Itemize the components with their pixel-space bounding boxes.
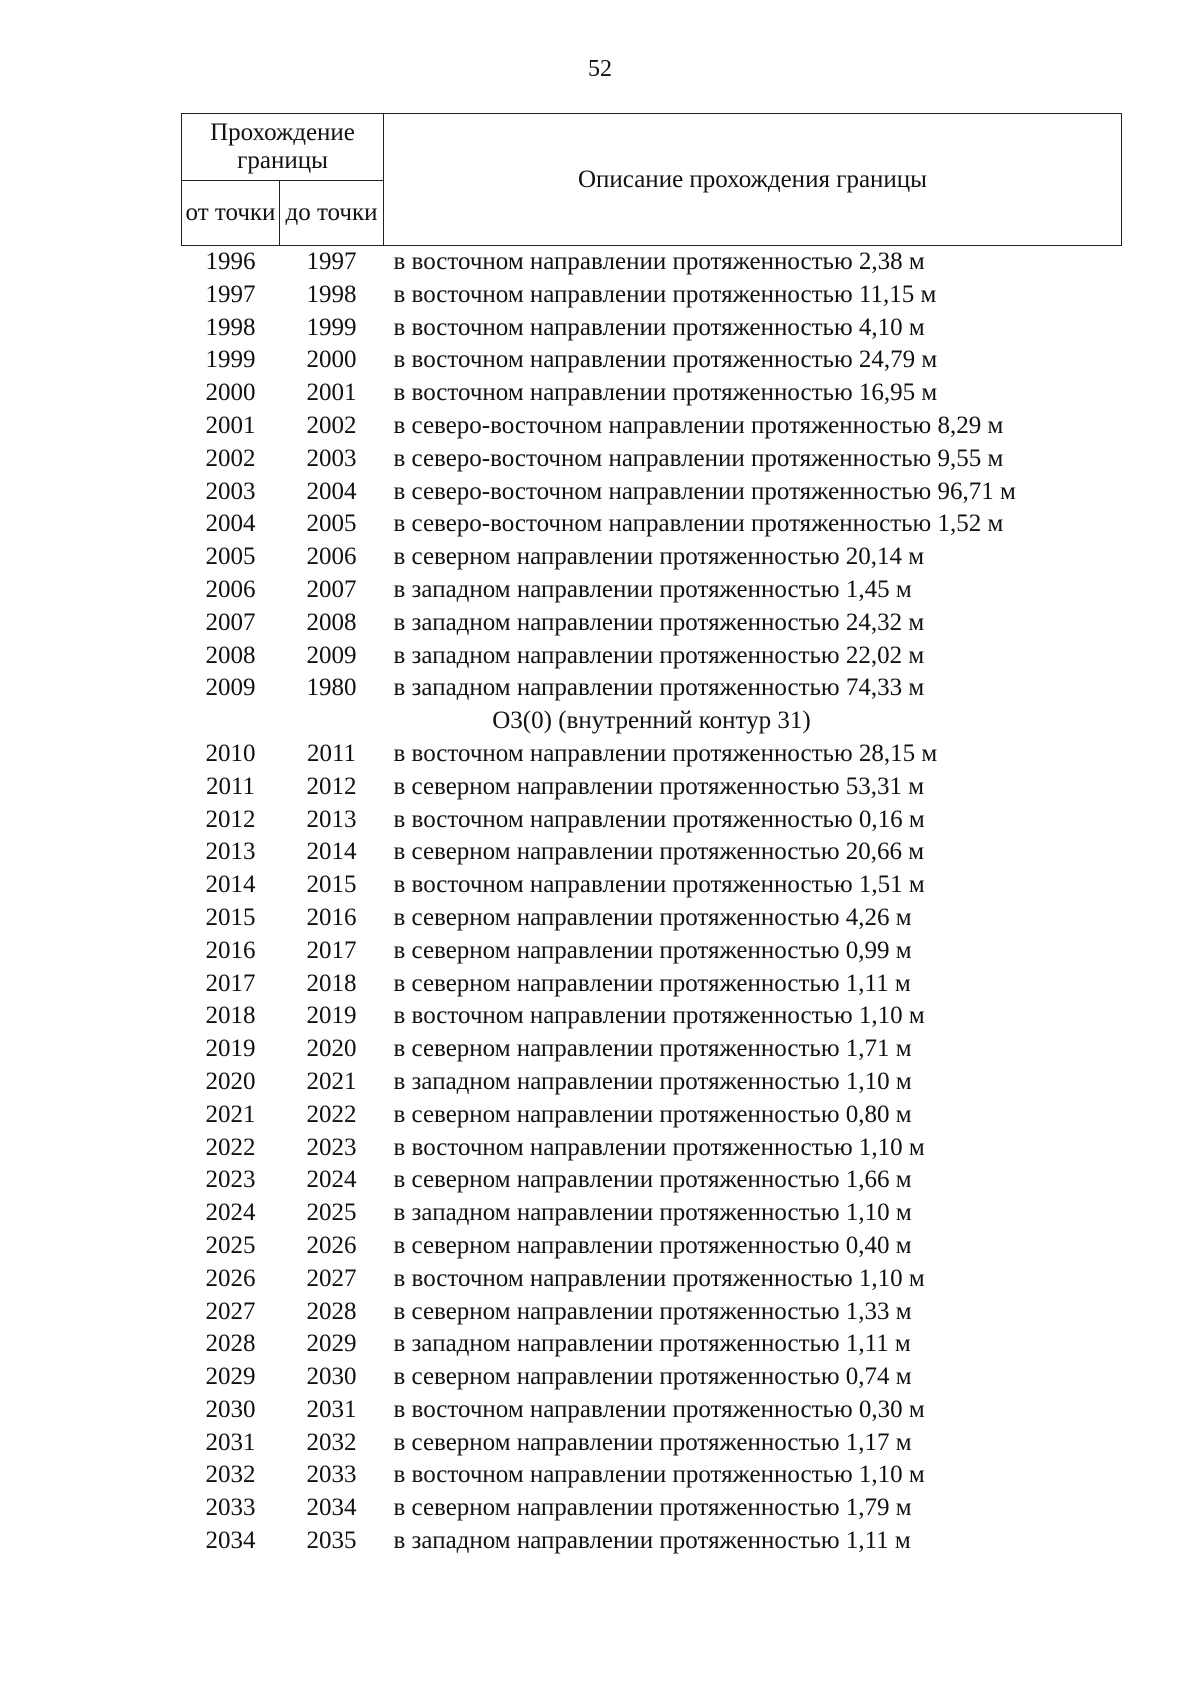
from-point-cell: 2008 bbox=[205, 641, 256, 669]
from-point-cell: 2013 bbox=[205, 838, 256, 866]
to-point-cell: 2023 bbox=[306, 1133, 357, 1161]
table-row bbox=[182, 869, 1122, 902]
table-row bbox=[182, 1459, 1122, 1492]
to-point-cell: 2011 bbox=[306, 739, 357, 767]
to-point-cell: 2031 bbox=[306, 1395, 357, 1423]
table-row bbox=[182, 607, 1122, 640]
from-point-cell: 2015 bbox=[205, 903, 256, 931]
description-cell: в северо-восточном направлении протяженностью 1,52 м bbox=[393, 510, 1004, 538]
table-row bbox=[182, 476, 1122, 509]
from-point-cell: 2001 bbox=[205, 411, 256, 439]
to-point-cell: 2019 bbox=[306, 1002, 357, 1030]
from-point-cell: 2031 bbox=[205, 1428, 256, 1456]
from-point-cell: 2016 bbox=[205, 936, 256, 964]
table-row bbox=[182, 935, 1122, 968]
description-cell: в восточном направлении протяженностью 16,95 м bbox=[393, 379, 938, 407]
to-point-cell: 2033 bbox=[306, 1461, 357, 1489]
from-point-cell: 2010 bbox=[205, 739, 256, 767]
table-row bbox=[182, 804, 1122, 837]
table-row bbox=[182, 344, 1122, 377]
description-cell: в восточном направлении протяженностью 28,15 м bbox=[393, 739, 938, 767]
table-row bbox=[182, 1000, 1122, 1033]
from-point-cell: 2029 bbox=[205, 1363, 256, 1391]
from-point-cell: 2032 bbox=[205, 1461, 256, 1489]
to-point-cell: 2012 bbox=[306, 772, 357, 800]
from-point-cell: 2025 bbox=[205, 1231, 256, 1259]
from-point-cell: 1997 bbox=[205, 280, 256, 308]
to-point-cell: 2015 bbox=[306, 871, 357, 899]
header-to-point: до точки bbox=[280, 181, 384, 246]
description-cell: в северном направлении протяженностью 0,80 м bbox=[393, 1100, 912, 1128]
table-row bbox=[182, 443, 1122, 476]
table-row bbox=[182, 836, 1122, 869]
table-row bbox=[182, 1525, 1122, 1558]
description-cell: в северном направлении протяженностью 20,14 м bbox=[393, 543, 925, 571]
to-point-cell: 2005 bbox=[306, 510, 357, 538]
to-point-cell: 2000 bbox=[306, 346, 357, 374]
from-point-cell: 2007 bbox=[205, 608, 256, 636]
table-row bbox=[182, 968, 1122, 1001]
description-cell: в восточном направлении протяженностью 2,38 м bbox=[393, 248, 925, 275]
table-row bbox=[182, 1427, 1122, 1460]
from-point-cell: 2011 bbox=[205, 772, 256, 800]
description-cell: в восточном направлении протяженностью 1,10 м bbox=[393, 1461, 925, 1489]
description-cell: в северном направлении протяженностью 0,99 м bbox=[393, 936, 912, 964]
description-cell: в восточном направлении протяженностью 11,15 м bbox=[393, 280, 937, 308]
from-point-cell: 2024 bbox=[205, 1199, 256, 1227]
from-point-cell: 2012 bbox=[205, 805, 256, 833]
to-point-cell: 2032 bbox=[306, 1428, 357, 1456]
to-point-cell: 2034 bbox=[306, 1494, 357, 1522]
to-point-cell: 2028 bbox=[306, 1297, 357, 1325]
to-point-cell: 2022 bbox=[306, 1100, 357, 1128]
to-point-cell: 1998 bbox=[306, 280, 357, 308]
to-point-cell: 2016 bbox=[306, 903, 357, 931]
table-row bbox=[182, 771, 1122, 804]
to-point-cell: 2018 bbox=[306, 969, 357, 997]
to-point-cell: 2020 bbox=[306, 1035, 357, 1063]
description-cell: в западном направлении протяженностью 1,11 м bbox=[393, 1330, 911, 1358]
from-point-cell: 2028 bbox=[205, 1330, 256, 1358]
from-point-cell: 2014 bbox=[205, 871, 256, 899]
table-row bbox=[182, 1492, 1122, 1525]
table-row bbox=[182, 1263, 1122, 1296]
table-row bbox=[182, 1361, 1122, 1394]
from-point-cell: 2018 bbox=[205, 1002, 256, 1030]
description-cell: в восточном направлении протяженностью 24,79 м bbox=[393, 346, 938, 374]
description-cell: в западном направлении протяженностью 1,10 м bbox=[393, 1067, 912, 1095]
from-point-cell: 2022 bbox=[205, 1133, 256, 1161]
table-row bbox=[182, 902, 1122, 935]
table-row bbox=[182, 246, 1122, 279]
table-row bbox=[182, 1132, 1122, 1165]
description-cell: в западном направлении протяженностью 1,45 м bbox=[393, 575, 912, 603]
table-row bbox=[182, 508, 1122, 541]
description-cell: в восточном направлении протяженностью 0,16 м bbox=[393, 805, 925, 833]
to-point-cell: 1999 bbox=[306, 313, 357, 341]
table-row bbox=[182, 1099, 1122, 1132]
to-point-cell: 2030 bbox=[306, 1363, 357, 1391]
from-point-cell: 2019 bbox=[205, 1035, 256, 1063]
table-body bbox=[182, 246, 1122, 1558]
header-description: Описание прохождения границы bbox=[384, 114, 1122, 246]
description-cell: в северном направлении протяженностью 1,11 м bbox=[393, 969, 911, 997]
table-row bbox=[182, 410, 1122, 443]
from-point-cell: 1996 bbox=[205, 248, 256, 275]
table-row bbox=[182, 1033, 1122, 1066]
from-point-cell: 2034 bbox=[205, 1527, 256, 1555]
to-point-cell: 2008 bbox=[306, 608, 357, 636]
from-point-cell: 2026 bbox=[205, 1264, 256, 1292]
from-point-cell: 2009 bbox=[205, 674, 256, 702]
from-point-cell: 2030 bbox=[205, 1395, 256, 1423]
from-point-cell: 1999 bbox=[205, 346, 256, 374]
to-point-cell: 2006 bbox=[306, 543, 357, 571]
from-point-cell: 2005 bbox=[205, 543, 256, 571]
description-cell: в северном направлении протяженностью 20,66 м bbox=[393, 838, 925, 866]
to-point-cell: 2025 bbox=[306, 1199, 357, 1227]
to-point-cell: 2002 bbox=[306, 411, 357, 439]
description-cell: в западном направлении протяженностью 22,02 м bbox=[393, 641, 925, 669]
table-row bbox=[182, 738, 1122, 771]
from-point-cell: 1998 bbox=[205, 313, 256, 341]
table-row bbox=[182, 1230, 1122, 1263]
description-cell: в северном направлении протяженностью 4,26 м bbox=[393, 903, 912, 931]
section-row bbox=[182, 705, 1122, 738]
from-point-cell: 2003 bbox=[205, 477, 256, 505]
description-cell: в северном направлении протяженностью 1,17 м bbox=[393, 1428, 912, 1456]
section-title: О3(0) (внутренний контур 31) bbox=[492, 707, 811, 735]
description-cell: в восточном направлении протяженностью 0,30 м bbox=[393, 1395, 925, 1423]
to-point-cell: 2014 bbox=[306, 838, 357, 866]
description-cell: в западном направлении протяженностью 74,33 м bbox=[393, 674, 925, 702]
to-point-cell: 2029 bbox=[306, 1330, 357, 1358]
description-cell: в восточном направлении протяженностью 1,10 м bbox=[393, 1264, 925, 1292]
from-point-cell: 2021 bbox=[205, 1100, 256, 1128]
to-point-cell: 2009 bbox=[306, 641, 357, 669]
from-point-cell: 2033 bbox=[205, 1494, 256, 1522]
to-point-cell: 2021 bbox=[306, 1067, 357, 1095]
description-cell: в северном направлении протяженностью 1,79 м bbox=[393, 1494, 912, 1522]
from-point-cell: 2023 bbox=[205, 1166, 256, 1194]
to-point-cell: 2027 bbox=[306, 1264, 357, 1292]
table-row bbox=[182, 1394, 1122, 1427]
to-point-cell: 2026 bbox=[306, 1231, 357, 1259]
from-point-cell: 2002 bbox=[205, 444, 256, 472]
table-row bbox=[182, 574, 1122, 607]
table-row bbox=[182, 377, 1122, 410]
to-point-cell: 2024 bbox=[306, 1166, 357, 1194]
to-point-cell: 2013 bbox=[306, 805, 357, 833]
header-passage: Прохождение границы bbox=[182, 114, 384, 181]
table-header bbox=[182, 114, 1122, 246]
description-cell: в западном направлении протяженностью 24,32 м bbox=[393, 608, 925, 636]
from-point-cell: 2000 bbox=[205, 379, 256, 407]
from-point-cell: 2017 bbox=[205, 969, 256, 997]
description-cell: в северном направлении протяженностью 1,71 м bbox=[393, 1035, 912, 1063]
to-point-cell: 1980 bbox=[306, 674, 357, 702]
description-cell: в восточном направлении протяженностью 1,10 м bbox=[393, 1002, 925, 1030]
table-row bbox=[182, 672, 1122, 705]
from-point-cell: 2027 bbox=[205, 1297, 256, 1325]
header-from-point: от точки bbox=[182, 181, 280, 246]
from-point-cell: 2020 bbox=[205, 1067, 256, 1095]
table-row bbox=[182, 1197, 1122, 1230]
table-row bbox=[182, 640, 1122, 673]
to-point-cell: 2035 bbox=[306, 1527, 357, 1555]
description-cell: в восточном направлении протяженностью 1,10 м bbox=[393, 1133, 925, 1161]
description-cell: в восточном направлении протяженностью 1,51 м bbox=[393, 871, 925, 899]
description-cell: в северном направлении протяженностью 1,66 м bbox=[393, 1166, 912, 1194]
description-cell: в северо-восточном направлении протяженностью 9,55 м bbox=[393, 444, 1004, 472]
table-row bbox=[182, 279, 1122, 312]
description-cell: в северном направлении протяженностью 1,33 м bbox=[393, 1297, 912, 1325]
to-point-cell: 2007 bbox=[306, 575, 357, 603]
from-point-cell: 2004 bbox=[205, 510, 256, 538]
description-cell: в западном направлении протяженностью 1,11 м bbox=[393, 1527, 911, 1555]
page-number: 52 bbox=[588, 56, 612, 82]
description-cell: в северо-восточном направлении протяженностью 8,29 м bbox=[393, 411, 1004, 439]
to-point-cell: 2003 bbox=[306, 444, 357, 472]
description-cell: в северном направлении протяженностью 0,74 м bbox=[393, 1363, 912, 1391]
to-point-cell: 2004 bbox=[306, 477, 357, 505]
to-point-cell: 2017 bbox=[306, 936, 357, 964]
description-cell: в северо-восточном направлении протяженностью 96,71 м bbox=[393, 477, 1016, 505]
description-cell: в северном направлении протяженностью 53,31 м bbox=[393, 772, 925, 800]
to-point-cell: 1997 bbox=[306, 248, 357, 275]
table-row bbox=[182, 1296, 1122, 1329]
to-point-cell: 2001 bbox=[306, 379, 357, 407]
table-row bbox=[182, 312, 1122, 345]
description-cell: в восточном направлении протяженностью 4,10 м bbox=[393, 313, 925, 341]
description-cell: в северном направлении протяженностью 0,40 м bbox=[393, 1231, 912, 1259]
table-row bbox=[182, 1164, 1122, 1197]
from-point-cell: 2006 bbox=[205, 575, 256, 603]
table-row bbox=[182, 1328, 1122, 1361]
boundary-table bbox=[181, 113, 1122, 1558]
table-row bbox=[182, 1066, 1122, 1099]
description-cell: в западном направлении протяженностью 1,10 м bbox=[393, 1199, 912, 1227]
table-row bbox=[182, 541, 1122, 574]
